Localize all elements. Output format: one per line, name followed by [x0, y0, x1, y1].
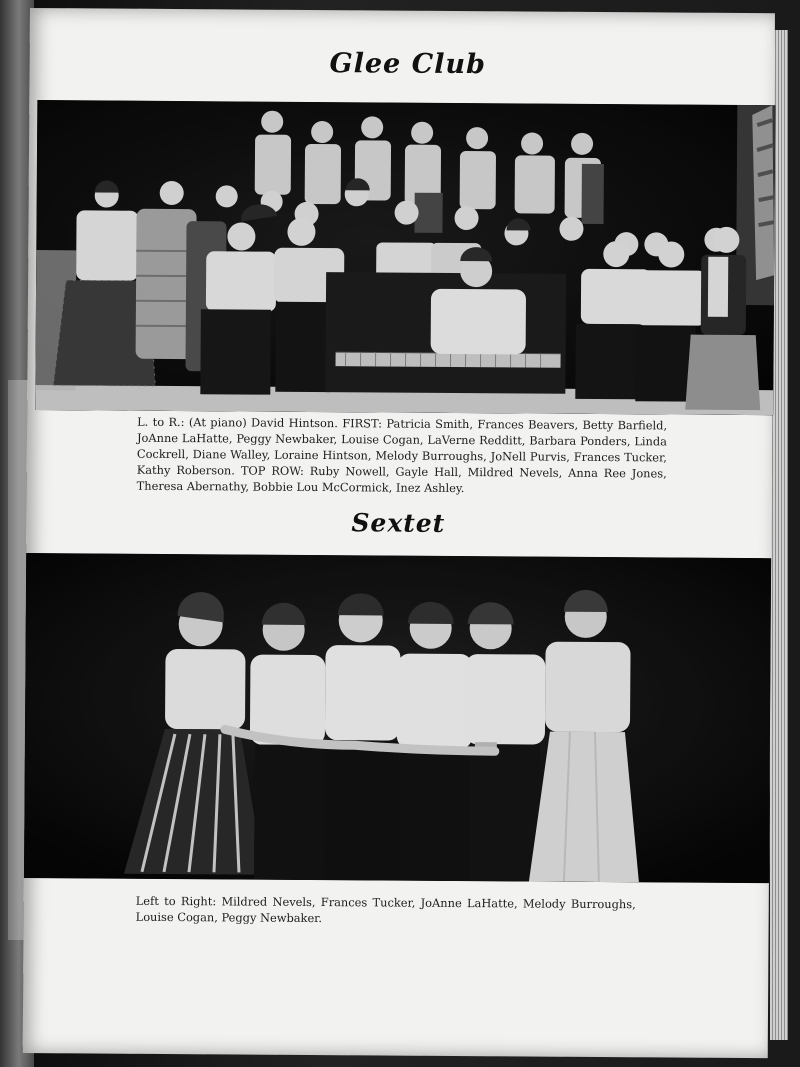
sextet-photo	[24, 553, 771, 883]
yearbook-page	[23, 8, 775, 1058]
glee-club-caption: L. to R.: (At piano) David Hintson. FIRST: Patricia Smith, Frances Beavers, Betty Barfield, JoAnne LaHatte, Peggy Newbaker, Louise Cogan, LaVerne Redditt, Barbara Ponders, Linda Cockrell, Diane Walley, Loraine Hintson, Melody Burroughs, JoNell Purvis, Frances Tucker, Kathy Roberson. TOP ROW: Ruby Nowell, Gayle Hall, Mildred Nevels, Anna Ree Jones, Theresa Abernathy, Bobbie Lou McCormick, Inez Ashley.	[136, 414, 668, 496]
glee-club-photo	[35, 100, 775, 415]
sextet-heading: Sextet	[351, 508, 446, 538]
sextet-caption: Left to Right: Mildred Nevels, Frances Tucker, JoAnne LaHatte, Melody Burroughs, Louise Cogan, Peggy Newbaker.	[135, 893, 636, 926]
glee-club-heading: Glee Club	[329, 48, 487, 81]
